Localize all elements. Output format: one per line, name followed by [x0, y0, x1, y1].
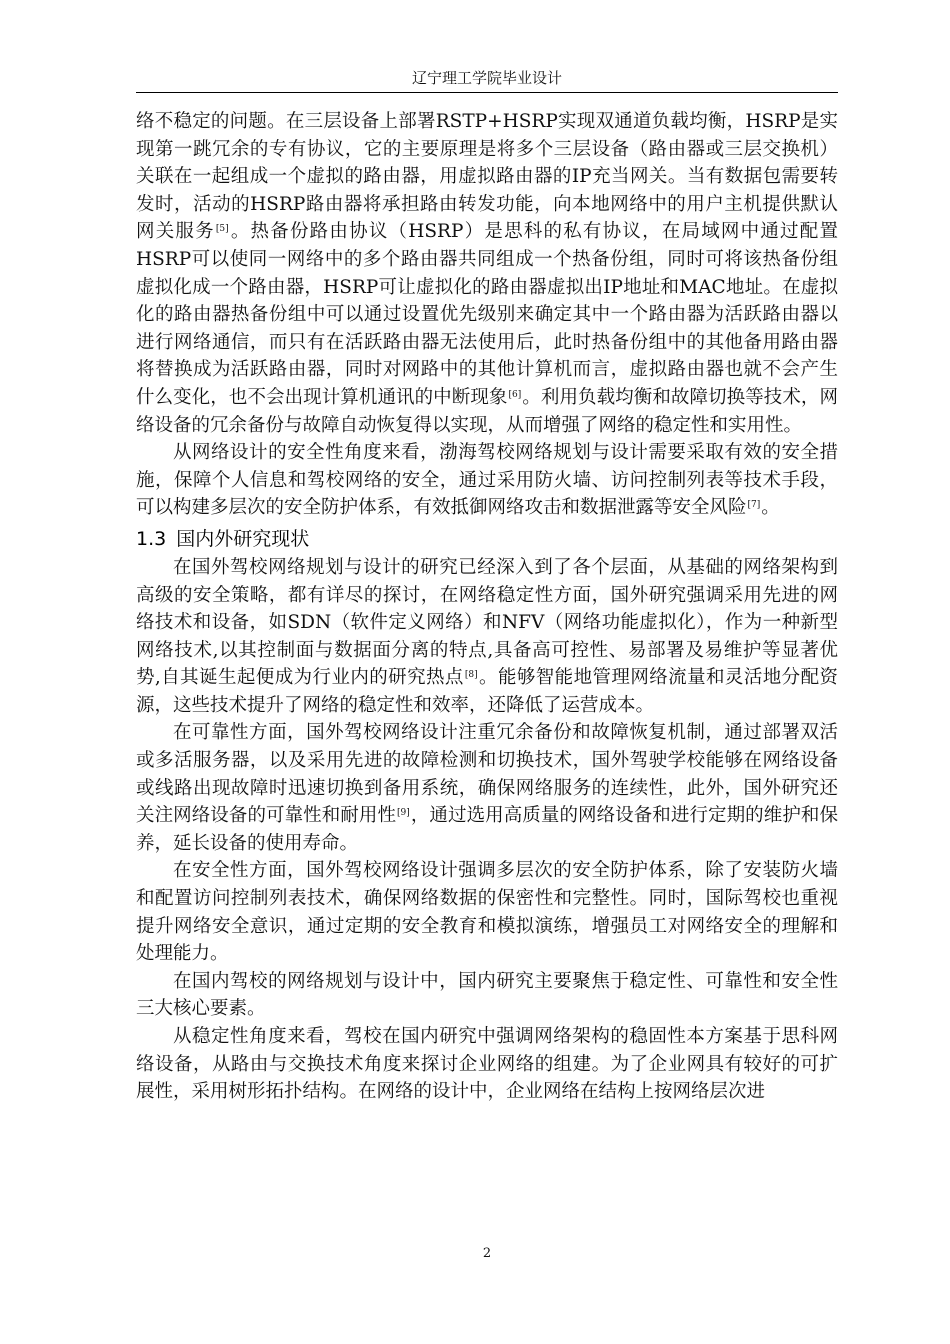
paragraph-text: 。热备份路由协议（HSRP）是思科的私有协议，在局域网中通过配置HSRP可以使同一网络中的多个路由器共同组成一个热备份组，同时可将该热备份组虚拟化成一个路由器，HSRP可让虚拟化的路由器虚拟出IP地址和MAC地址。在虚拟化的路由器热备份组中可以通过设置优先级别来确定其中一个路由器为活跃路由器以进行网络通信，而只有在活跃路由器无法使用后，此时热备份组中的其他备用路由器将替换成为活跃路由器，同时对网路中的其他计算机而言，虚拟路由器也就不会产生什么变化，也不会出现计算机通讯的中断现象: [136, 221, 838, 408]
body-paragraph: [136, 857, 838, 967]
section-number: 1.3: [136, 527, 167, 550]
page-number: 2: [482, 1246, 492, 1261]
citation-marker: [5]: [215, 224, 229, 235]
citation-marker: [8]: [464, 670, 478, 681]
pre-section-paragraphs: [136, 108, 838, 522]
body-paragraph: [136, 968, 838, 1023]
paragraph-text: 在安全性方面，国外驾校网络设计强调多层次的安全防护体系，除了安装防火墙和配置访问控制列表技术，确保网络数据的保密性和完整性。同时，国际驾校也重视提升网络安全意识，通过定期的安全教育和模拟演练，增强员工对网络安全的理解和处理能力。: [136, 860, 838, 965]
paragraph-text: 在国内驾校的网络规划与设计中，国内研究主要聚焦于稳定性、可靠性和安全性三大核心要素。: [136, 970, 838, 1020]
body-paragraph: [136, 439, 838, 522]
paragraph-text: 从网络设计的安全性角度来看，渤海驾校网络规划与设计需要采取有效的安全措施，保障个人信息和驾校网络的安全，通过采用防火墙、访问控制列表等技术手段，可以构建多层次的安全防护体系，有效抵御网络攻击和数据泄露等安全风险: [136, 442, 838, 519]
paragraph-text: 在可靠性方面，国外驾校网络设计注重冗余备份和故障恢复机制，通过部署双活或多活服务器，以及采用先进的故障检测和切换技术，国外驾驶学校能够在网络设备或线路出现故障时迅速切换到备用系统，确保网络服务的连续性，此外，国外研究还关注网络设备的可靠性和耐用性: [136, 722, 838, 827]
paragraph-text: 在国外驾校网络规划与设计的研究已经深入到了各个层面，从基础的网络架构到高级的安全策略，都有详尽的探讨，在网络稳定性方面，国外研究强调采用先进的网络技术和设备，如SDN（软件定义网络）和NFV（网络功能虚拟化），作为一种新型网络技术,以其控制面与数据面分离的特点,具备高可控性、易部署及易维护等显著优势,自其诞生起便成为行业内的研究热点: [136, 556, 838, 689]
body-paragraph: [136, 108, 838, 439]
paragraph-text: 。能够智能地管理网络流量和灵活地分配资源，这些技术提升了网络的稳定性和效率，还降低了运营成本。: [136, 667, 838, 716]
paragraph-text: ，通过选用高质量的网络设备和进行定期的维护和保养，延长设备的使用寿命。: [136, 805, 838, 854]
section-title: 国内外研究现状: [176, 527, 310, 550]
body-paragraph: [136, 1023, 838, 1106]
section-paragraphs: [136, 554, 838, 1106]
paragraph-text: 。: [761, 497, 780, 519]
body-paragraph: [136, 719, 838, 857]
paragraph-text: 络不稳定的问题。在三层设备上部署RSTP+HSRP实现双通道负载均衡，HSRP是实现第一跳冗余的专有协议，它的主要原理是将多个三层设备（路由器或三层交换机）关联在一起组成一个虚拟的路由器，用虚拟路由器的IP充当网关。当有数据包需要转发时，活动的HSRP路由器将承担路由转发功能，向本地网络中的用户主机提供默认网关服务: [136, 111, 838, 243]
header-divider: [136, 92, 838, 93]
citation-marker: [7]: [747, 500, 761, 511]
citation-marker: [6]: [508, 389, 522, 400]
document-body: [136, 108, 838, 1106]
section-heading: [136, 524, 838, 554]
citation-marker: [9]: [397, 808, 410, 819]
body-paragraph: [136, 554, 838, 720]
page-header-title: 辽宁理工学院毕业设计: [411, 69, 562, 87]
paragraph-text: 。利用负载均衡和故障切换等技术，网络设备的冗余备份与故障自动恢复得以实现，从而增强了网络的稳定性和实用性。: [136, 386, 838, 436]
paragraph-text: 从稳定性角度来看，驾校在国内研究中强调网络架构的稳固性本方案基于思科网络设备，从路由与交换技术角度来探讨企业网络的组建。为了企业网具有较好的可扩展性，采用树形拓扑结构。在网络的设计中，企业网络在结构上按网络层次进: [136, 1026, 838, 1103]
